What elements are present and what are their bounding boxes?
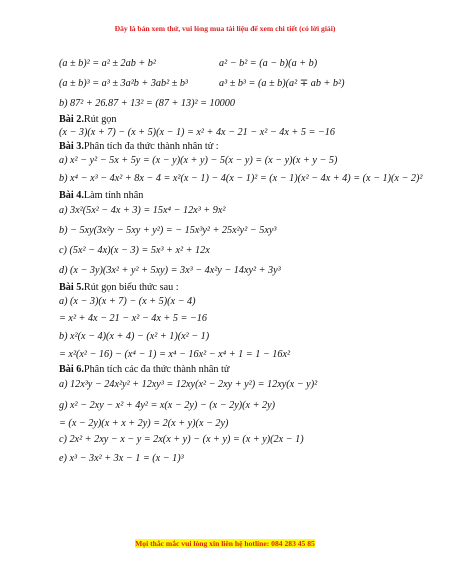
bai6-heading (59, 364, 229, 375)
bai5-line-b2: = x²(x² − 16) − (x⁴ − 1) = x⁴ − 16x² − x⁴ + 1 = 1 − 16x² (59, 349, 291, 360)
bai5-title-text: Rút gọn biểu thức sau : (83, 282, 179, 293)
bai5-heading (59, 282, 179, 293)
bai4-line-c: c) (5x² − 4x)(x − 3) = 5x³ + x² + 12x (59, 245, 210, 256)
bai6-line-e: e) x³ − 3x² + 3x − 1 = (x − 1)³ (59, 453, 184, 464)
bai3-line-a: a) x² − y² − 5x + 5y = (x − y)(x + y) − 5(x − y) = (x − y)(x + y − 5) (59, 155, 338, 166)
bottom-banner-text: Mọi thắc mắc vui lòng xin liên hệ hotline: 084 283 45 85 (135, 539, 315, 548)
bai2-line: (x − 3)(x + 7) − (x + 5)(x − 1) = x² + 4x − 21 − x² − 4x + 5 = −16 (59, 127, 335, 138)
bai4-line-b: b) − 5xy(3x²y − 5xy + y²) = − 15x³y² + 25x²y² − 5xy³ (59, 225, 277, 236)
bai4-heading (59, 190, 143, 201)
bai4-line-d: d) (x − 3y)(3x² + y² + 5xy) = 3x³ − 4x²y − 14xy² + 3y³ (59, 265, 281, 276)
bai2-title-number: Bài 2. (59, 114, 84, 125)
bai3-line-b: b) x⁴ − x³ − 4x² + 8x − 4 = x²(x − 1) − 4(x − 1)² = (x − 1)(x² − 4x + 4) = (x − 1)(x − 2)² (59, 173, 423, 184)
formula-sum-of-cubes: a³ ± b³ = (a ± b)(a² ∓ ab + b²) (219, 78, 345, 89)
top-banner (0, 24, 450, 33)
bai2-title-text: Rút gọn (83, 114, 117, 125)
bai4-line-a: a) 3x²(5x² − 4x + 3) = 15x⁴ − 12x³ + 9x² (59, 205, 226, 216)
bai3-heading (59, 141, 219, 152)
top-banner-text: Đây là bản xem thử, vui lòng mua tài liệu để xem chi tiết (có lời giải) (114, 24, 336, 33)
bai6-line-g2: = (x − 2y)(x + x + 2y) = 2(x + y)(x − 2y) (59, 418, 229, 429)
bai5-line-a1: a) (x − 3)(x + 7) − (x + 5)(x − 4) (59, 296, 196, 307)
bai5-title-number: Bài 5. (59, 282, 84, 293)
bai6-line-a: a) 12x³y − 24x²y² + 12xy³ = 12xy(x² − 2xy + y²) = 12xy(x − y)² (59, 379, 318, 390)
formula-difference-of-squares: a² − b² = (a − b)(a + b) (219, 58, 318, 69)
formula-cube-of-sum: (a ± b)³ = a³ ± 3a²b + 3ab² ± b³ (59, 78, 188, 89)
bai6-title-number: Bài 6. (59, 364, 84, 375)
formula-example-b: b) 87² + 26.87 + 13² = (87 + 13)² = 10000 (59, 98, 235, 109)
bai4-title-text: Làm tính nhân (83, 190, 144, 201)
bai6-line-g1: g) x² − 2xy − x² + 4y² = x(x − 2y) − (x − 2y)(x + 2y) (59, 400, 276, 411)
formula-square-of-sum: (a ± b)² = a² ± 2ab + b² (59, 58, 156, 69)
bai2-heading (59, 114, 116, 125)
bai4-title-number: Bài 4. (59, 190, 84, 201)
bai5-line-b1: b) x²(x − 4)(x + 4) − (x² + 1)(x² − 1) (59, 331, 210, 342)
bottom-banner (0, 539, 450, 548)
bai6-line-c: c) 2x² + 2xy − x − y = 2x(x + y) − (x + y) = (x + y)(2x − 1) (59, 434, 304, 445)
bai3-title-text: Phân tích đa thức thành nhân tử : (83, 141, 219, 152)
bai6-title-text: Phân tích các đa thức thành nhân tử (83, 364, 230, 375)
bai3-title-number: Bài 3. (59, 141, 84, 152)
bai5-line-a2: = x² + 4x − 21 − x² − 4x + 5 = −16 (59, 313, 207, 324)
